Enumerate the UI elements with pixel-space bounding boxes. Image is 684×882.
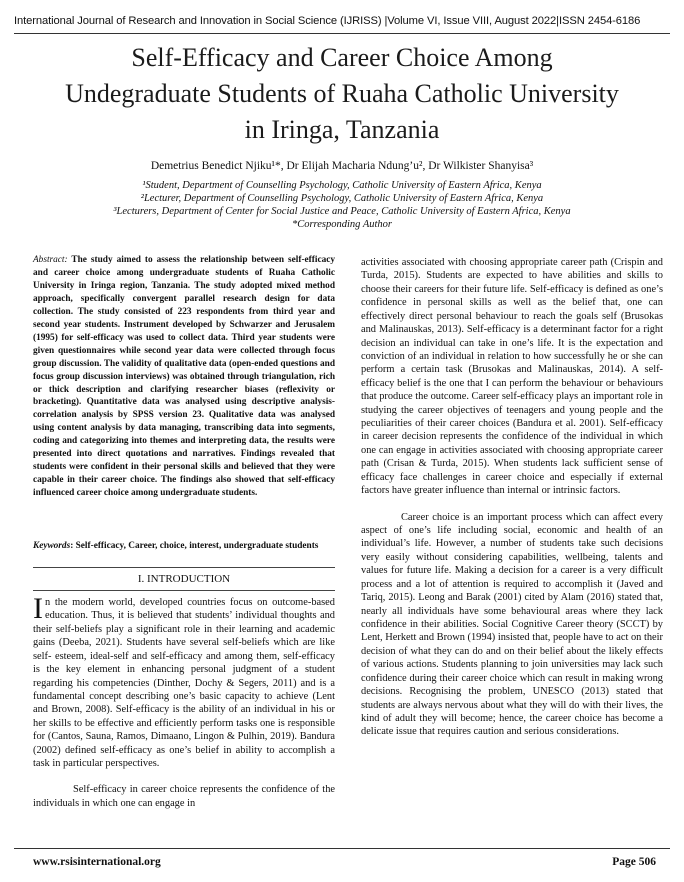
drop-cap: I — [33, 592, 43, 625]
footer-page-number: Page 506 — [612, 856, 656, 868]
header-rule — [14, 33, 670, 34]
footer-rule — [14, 848, 670, 849]
abstract-label: Abstract: — [33, 255, 68, 265]
title-line-3: in Iringa, Tanzania — [244, 115, 440, 144]
corresponding-author-note: *Corresponding Author — [291, 219, 393, 230]
affiliation-2: ²Lecturer, Department of Counselling Psychology, Catholic University of Eastern Africa, Kenya — [140, 193, 544, 204]
journal-running-head: International Journal of Research and Innovation in Social Science (IJRISS) |Volume VI, Issue VIII, August 2022|ISSN 2454-6186 — [14, 15, 641, 27]
paper-title — [30, 40, 654, 148]
left-column-body — [33, 592, 335, 810]
section-title-introduction: I. INTRODUCTION — [137, 573, 231, 585]
keywords — [33, 540, 335, 553]
intro-paragraph-2: Self-efficacy in career choice represents the confidence of the individuals in which one can engage in — [33, 784, 335, 809]
section-rule-top — [33, 567, 335, 568]
footer-website: www.rsisinternational.org — [33, 856, 161, 868]
affiliation-1: ¹Student, Department of Counselling Psychology, Catholic University of Eastern Africa, Kenya — [142, 180, 542, 191]
title-line-2: Undegraduate Students of Ruaha Catholic University — [65, 79, 619, 108]
right-column-body — [361, 256, 663, 739]
intro-paragraph-2-continued: activities associated with choosing appropriate career path (Crispin and Turda, 2015). Students are expected to have abilities and skills to choose their careers for their future life. Self-efficacy is defined as one’s confidence in personal skills as well as the belief that, one can effectively direct personal behaviour to reach the goals self (Brusokas and Malinauskas, 2013). Self-efficacy is a determinant factor for a right decision an individual can take in one’s life. It is the expectation and conviction of an individual in relation to how successfully he or she can perform a certain task (Brusokas and Malinauskas, 2014). A self-efficacy belief is the one that I can perform the behaviour or behaviours that produce the outcome. Career self-efficacy plays an important role in studying the career objectives of teenagers and young people and the peculiarities of their career choices (Bandura et al. 2001). Self-efficacy in career decision represents the confidence of the individual in which one can engage in activities associated with choosing appropriate career path (Crisan & Turda, 2015). When students lack sufficient sense of efficacy face challenges in career choice and especially if external factors have greater influence than internal or intrinsic factors. — [361, 257, 663, 497]
section-rule-bottom — [33, 590, 335, 591]
keywords-label: Keywords — [33, 541, 71, 551]
author-list: Demetrius Benedict Njiku¹*, Dr Elijah Macharia Ndung’u², Dr Wilkister Shanyisa³ — [150, 160, 534, 172]
keywords-text: : Self-efficacy, Career, choice, interest, undergraduate students — [70, 541, 319, 551]
intro-paragraph-3: Career choice is an important process which can affect every aspect of one’s life including social, economic and health of an individual’s life. However, a number of students take such decisions very easily without considering capabilities, wellbeing, talents and values for future life. Making a decision for a career is a very difficult process and a lot of attention is required to accomplish it (Javed and Tariq, 2015). Leong and Barak (2001) cited by Alam (2016) stated that, nearly all individuals have some behavioural areas where they lack confidence in their abilities. Social Cognitive Career theory (SCCT) by Lent, Herkett and Brown (1994) insisted that, people have to act on their decision of what they can do and on their belief about the likely effects of various actions. Students planning to join universities may lack such confidence during their career choice which can result in making wrong decisions. Recognising the problem, UNESCO (2013) stated that students are always nervous about what they will do with their lives, the kind of adult they will become; hence, the career choice has become a delicate issue that requires caution and serious considerations. — [361, 511, 663, 738]
intro-paragraph-1-text: n the modern world, developed countries focus on outcome-based education. Thus, it is believed that students’ individual thoughts and their self-beliefs play a significant role in their learning and academic gains (Deeba, 2021). Students have several self-beliefs which are like self- esteem, ideal-self and self-efficacy and among them, self-efficacy is the key element in enhancing personal judgment of a student regarding his competencies (Dinther, Dochy & Segers, 2011) and is a fundamental concept describing one’s basic capacity to achieve (Lent and Brown, 2008). Self-efficacy is the ability of an individual in his or her skills to be effective and efficiently perform tasks one is responsible for (Cantos, Sauna, Ramos, Dimaano, Lingon & Pulhin, 2019). Bandura (2002) defined self-efficacy as one’s belief in ability to accomplish a task in particular perspectives. — [33, 597, 335, 770]
title-line-1: Self-Efficacy and Career Choice Among — [131, 43, 553, 72]
intro-paragraph-1 — [33, 592, 335, 770]
abstract — [33, 254, 335, 500]
affiliation-3: ³Lecturers, Department of Center for Social Justice and Peace, Catholic University of Eastern Africa, Kenya — [113, 206, 571, 217]
abstract-text: The study aimed to assess the relationship between self-efficacy and career choice among undergraduate students of Ruaha Catholic University in Iringa region, Tanzania. The study adopted mixed method approach, specifically convergent parallel research design for data collection. The study consisted of 223 respondents from third year and second year students. Instrument developed by Schwarzer and Jerusalem (1995) for self-efficacy was used to collect data. Third year students were given questionnaires while second year data were collected through focus group discussion. The validity of qualitative data (open-ended questions and focus group discussion interviews) was obtained through triangulation, rich or thick description and clarifying researcher biases (reflexivity or bracketing). Quantitative data was analysed using descriptive analysis-correlation analysis by SPSS version 23. Qualitative data was analysed using content analysis by data managing, transcribing data into segments, coding and categorizing into themes and interpreting data, the results were presented into direct quotations and narratives. Findings revealed that students were confident in their personal skills and believed that they were capable in their career choice. The findings also showed that self-efficacy influenced career choice among undergraduate students. — [33, 255, 335, 499]
